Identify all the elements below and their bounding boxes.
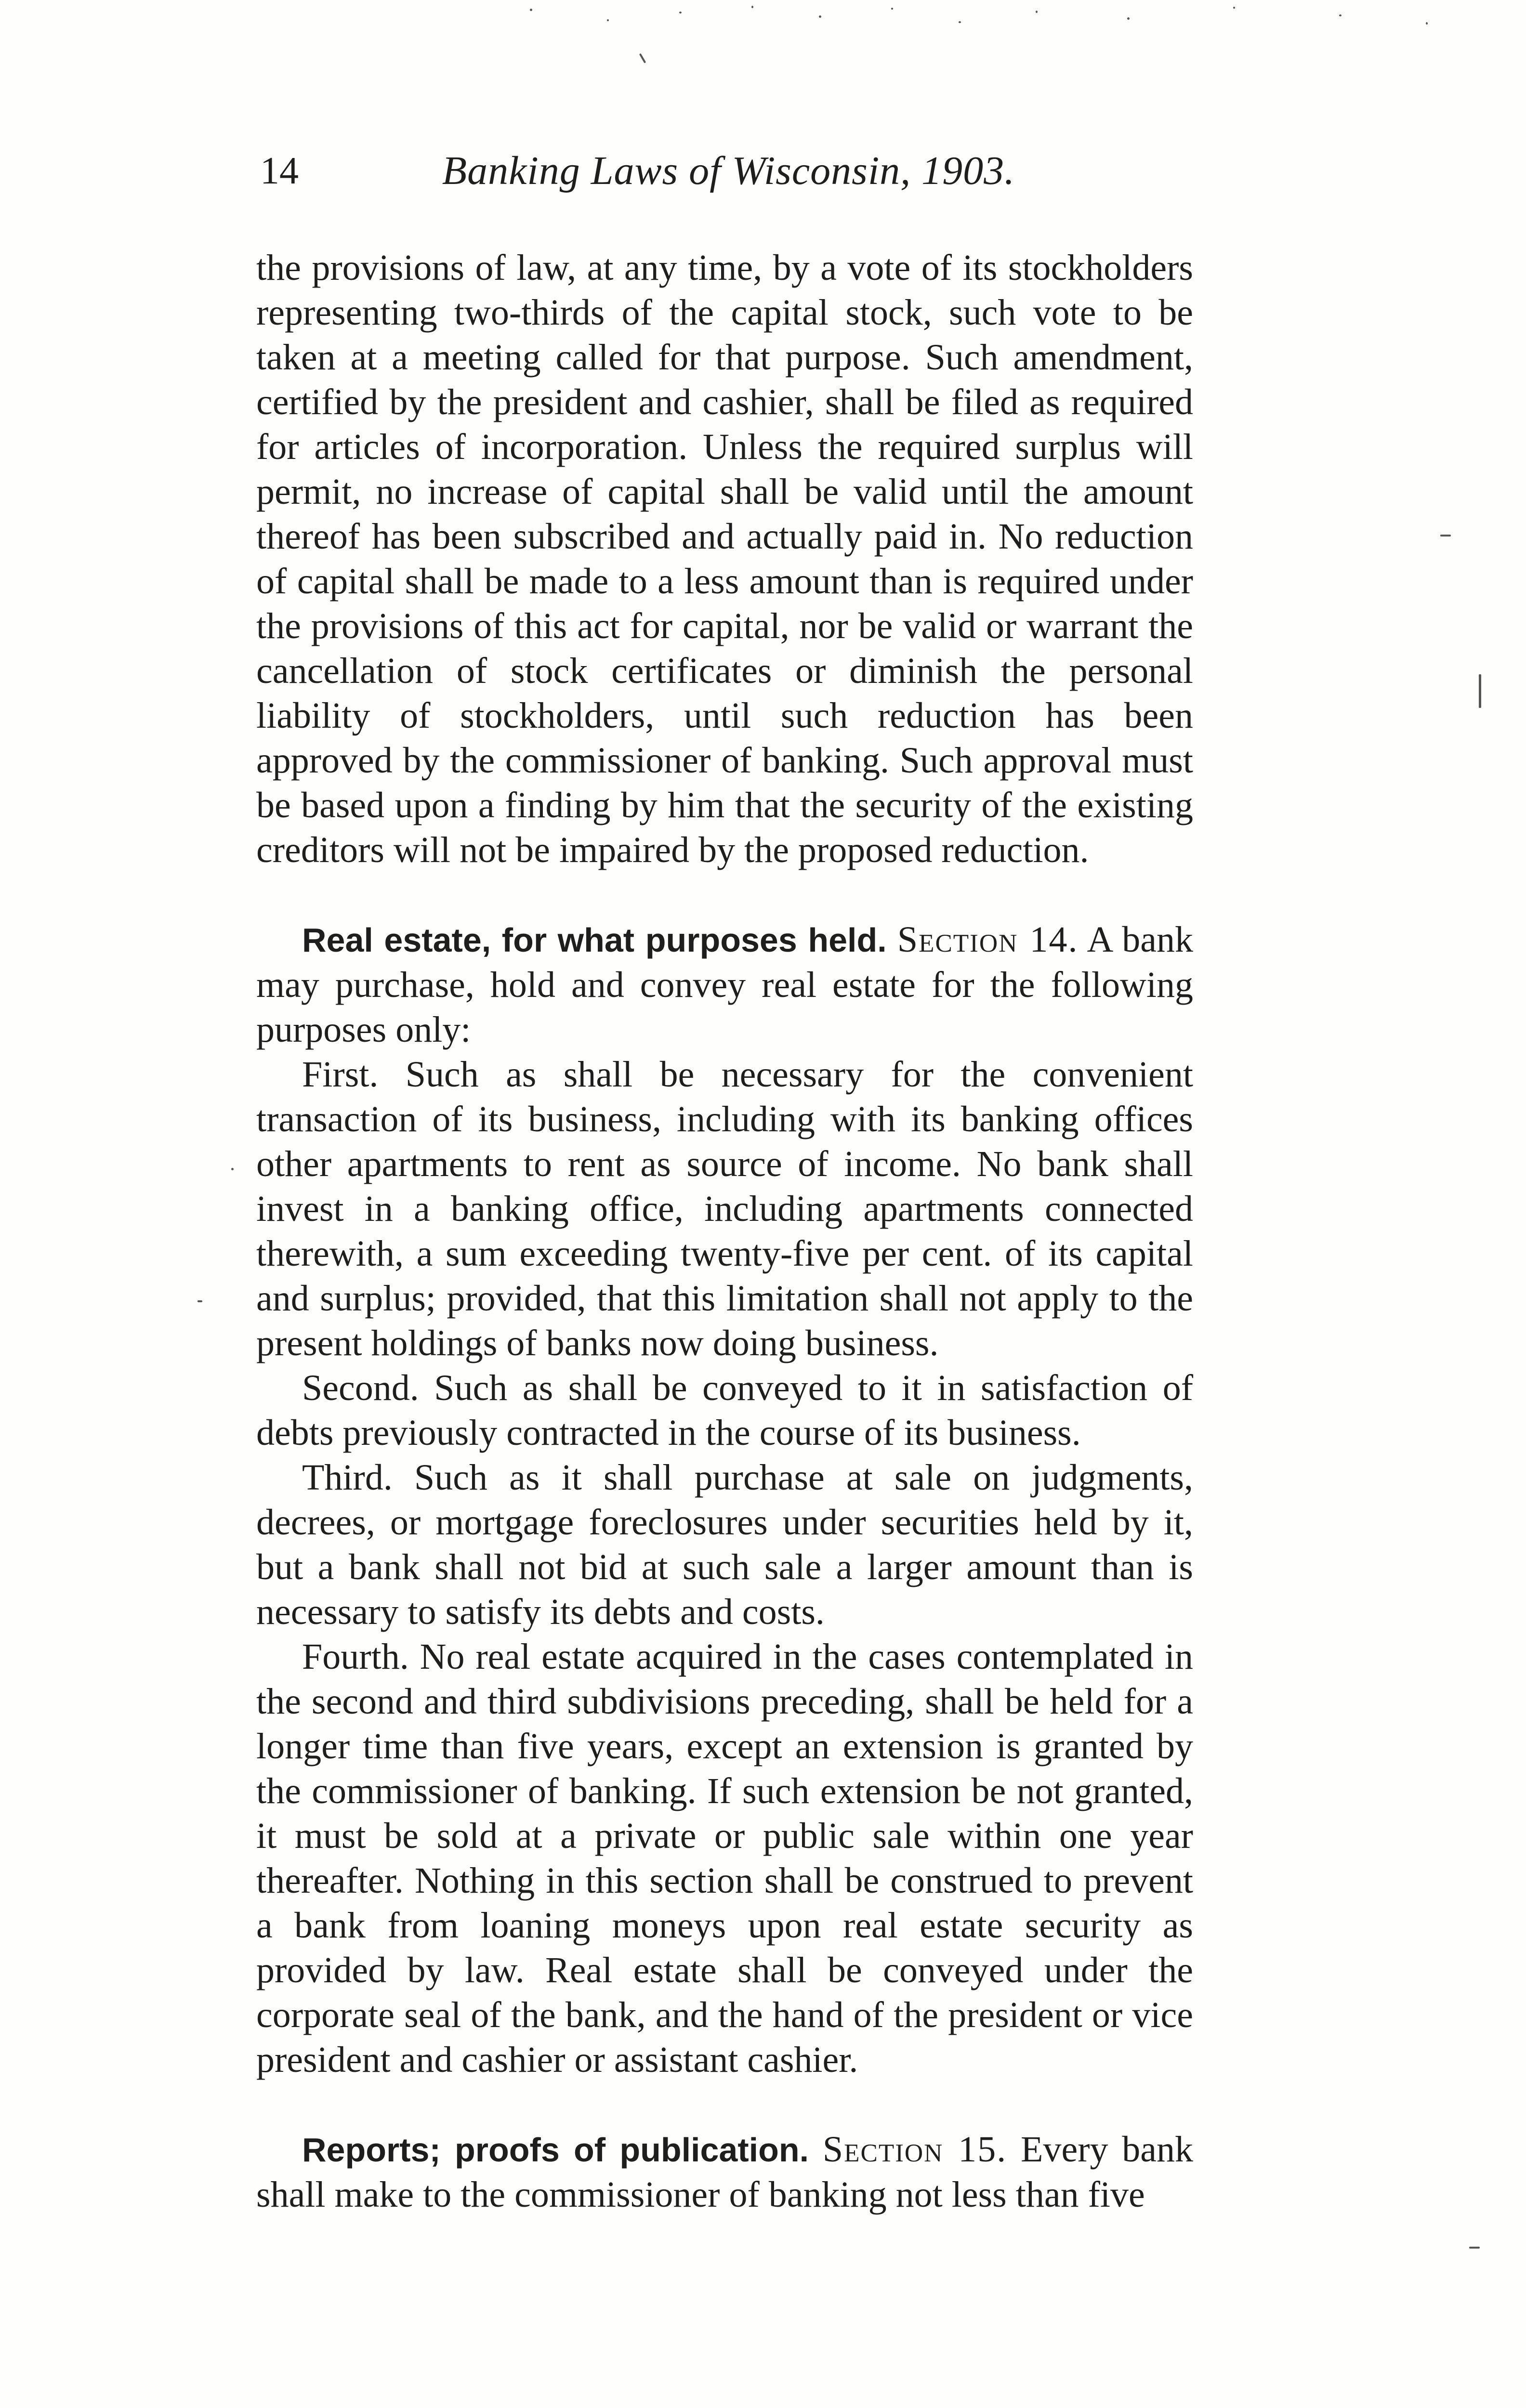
margin-mark (1440, 535, 1451, 537)
section-14-intro: A bank may purchase, hold and convey real estate for the following purposes only: (256, 919, 1193, 1050)
section-15-label: Section 15. (822, 2129, 1007, 2170)
print-speck (679, 12, 682, 13)
print-speck (959, 21, 961, 23)
subdivision-second-text: Such as shall be conveyed to it in satisfaction of debts previously contracted in the course of its business. (256, 1368, 1193, 1453)
subdivision-first-text: Such as shall be necessary for the convenient transaction of its business, including with its banking offices other apartments to rent as source of income. No bank shall invest in a banking office, including apartments connected therewith, a sum exceeding twenty-five per cent. of its capital and surplus; provided, that this limitation shall not apply to the present holdings of banks now doing business. (256, 1054, 1193, 1363)
subdivision-first-label: First. (302, 1054, 379, 1095)
page-number: 14 (260, 150, 299, 192)
section-15-text: Every bank shall make to the commissioner of banking not less than five (256, 2129, 1194, 2215)
print-speck (1339, 14, 1342, 16)
section-14-label: Section 14. (897, 919, 1079, 960)
section-15-paragraph (256, 2127, 1193, 2217)
print-speck (819, 15, 821, 18)
print-speck (639, 53, 646, 63)
subdivision-first (256, 1052, 1193, 1366)
subdivision-third-text: Such as it shall purchase at sale on judgments, decrees, or mortgage foreclosures under securities held by it, but a bank shall not bid at such sale a larger amount than is necessary to satisfy its debts and costs. (256, 1457, 1194, 1632)
body-text (256, 246, 1193, 2217)
subdivision-second (256, 1366, 1193, 1455)
print-speck (1233, 7, 1235, 9)
subdivision-third-label: Third. (302, 1457, 393, 1498)
print-speck (751, 6, 753, 8)
print-speck (1426, 22, 1428, 25)
subdivision-second-label: Second. (302, 1368, 419, 1408)
print-speck (1127, 17, 1130, 20)
section-14-paragraph (256, 917, 1193, 1052)
print-speck (607, 19, 609, 21)
margin-mark (1479, 674, 1481, 708)
subdivision-fourth-label: Fourth. (302, 1636, 409, 1677)
running-header (260, 144, 1197, 197)
margin-mark (231, 1168, 234, 1170)
section-14-heading: Real estate, for what purposes held. (302, 921, 887, 959)
section-15-heading: Reports; proofs of publication. (302, 2131, 809, 2169)
subdivision-fourth-text: No real estate acquired in the cases contemplated in the second and third subdivisions preceding, shall be held for a longer time than five years, except an extension is granted by the commissioner of banking. If such extension be not granted, it must be sold at a private or public sale within one year thereafter. Nothing in this section shall be construed to prevent a bank from loaning moneys upon real estate security as provided by law. Real estate shall be conveyed under the corporate seal of the bank, and the hand of the president or vice president and cashier or assistant cashier. (256, 1636, 1194, 2080)
continuation-paragraph: the provisions of law, at any time, by a vote of its stockholders representing two-thirds of the capital stock, such vote to be taken at a meeting called for that purpose. Such amendment, certified by the president and cashier, shall be filed as required for articles of incorporation. Unless the required surplus will permit, no increase of capital shall be valid until the amount thereof has been subscribed and actually paid in. No reduction of capital shall be made to a less amount than is required under the provisions of this act for capital, nor be valid or warrant the cancellation of stock certificates or diminish the personal liability of stockholders, until such reduction has been approved by the commissioner of banking. Such approval must be based upon a finding by him that the security of the existing creditors will not be impaired by the proposed reduction. (256, 248, 1193, 870)
subdivision-fourth (256, 1635, 1193, 2082)
print-speck (530, 9, 532, 11)
print-speck (1036, 11, 1038, 13)
margin-mark (197, 1300, 202, 1302)
running-title: Banking Laws of Wisconsin, 1903. (442, 148, 1015, 193)
subdivision-third (256, 1455, 1193, 1635)
print-speck (891, 8, 893, 10)
margin-mark (1469, 2247, 1480, 2249)
